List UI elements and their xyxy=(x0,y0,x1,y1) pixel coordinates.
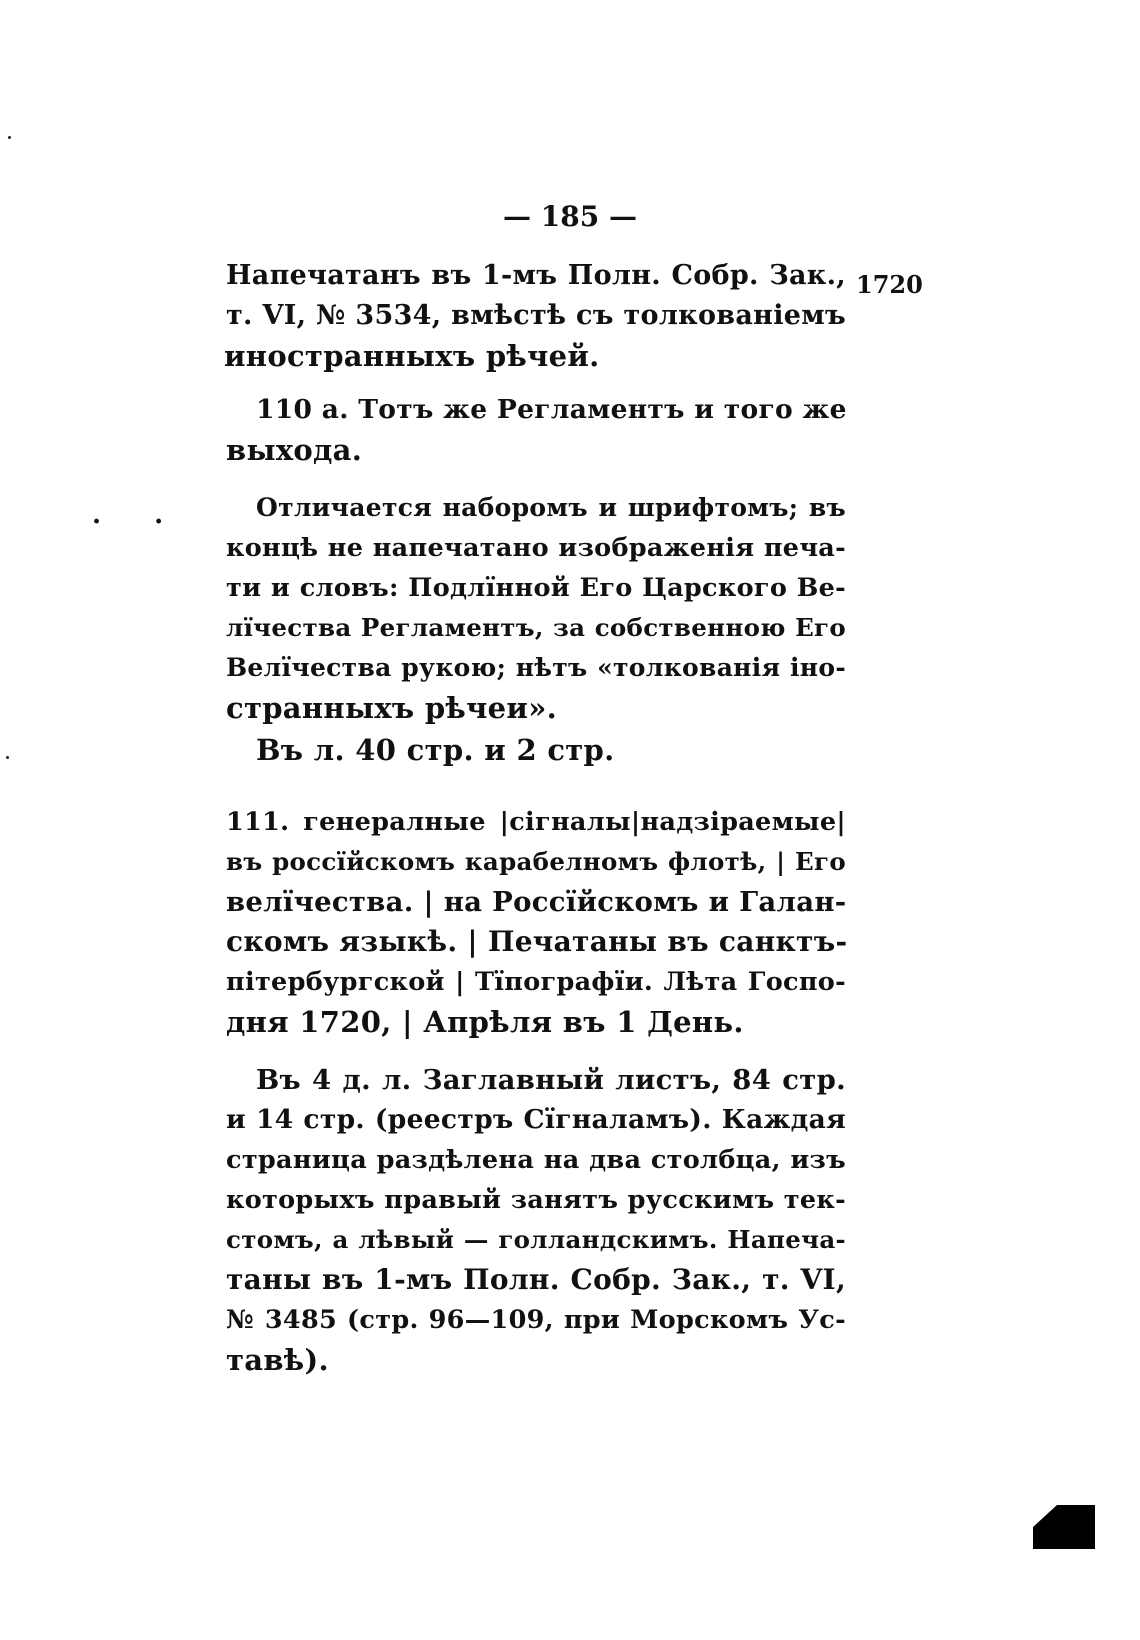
text-line: дня 1720, | Апрѣля въ 1 День. xyxy=(226,1005,744,1039)
entry-heading: 111. генералные |сігналы|надзіраемые| xyxy=(226,807,846,837)
paper-speck xyxy=(8,136,11,139)
text-line: ти и словъ: Подлїнной Его Царского Ве- xyxy=(226,573,846,603)
text-line: Велїчества рукою; нѣтъ «толкованія іно- xyxy=(226,653,846,682)
page-number: — 185 — xyxy=(503,200,637,233)
margin-year: 1720 xyxy=(856,270,923,299)
text-line: которыхъ правый занятъ русскимъ тек- xyxy=(226,1185,846,1215)
text-line: стомъ, а лѣвый — голландскимъ. Напеча- xyxy=(226,1225,846,1254)
text-line: странныхъ рѣчеи». xyxy=(226,691,558,725)
entry-heading: 110 а. Тотъ же Регламентъ и того же xyxy=(256,394,847,425)
text-line: тавѣ). xyxy=(226,1343,329,1377)
text-line: т. VI, № 3534, вмѣстѣ съ толкованіемъ xyxy=(226,300,846,331)
text-line: въ россїйскомъ карабелномъ флотѣ, | Его xyxy=(226,847,846,876)
text-line: Напечатанъ въ 1-мъ Полн. Собр. Зак., xyxy=(226,260,846,291)
text-line: концѣ не напечатано изображенія печа- xyxy=(226,533,846,563)
text-line: и 14 стр. (реестръ Сїгналамъ). Каждая xyxy=(226,1104,846,1135)
text-line: Въ л. 40 стр. и 2 стр. xyxy=(256,733,615,767)
text-line: скомъ языкѣ. | Печатаны въ санктъ- xyxy=(226,925,848,958)
text-line: пітербургской | Тїпографїи. Лѣта Госпо- xyxy=(226,967,846,997)
text-line: выхода. xyxy=(226,433,363,467)
text-line: № 3485 (стр. 96—109, при Морскомъ Ус- xyxy=(226,1305,846,1335)
text-line: лїчества Регламентъ, за собственною Его xyxy=(226,613,846,642)
text-line: Въ 4 д. л. Заглавный листъ, 84 стр. xyxy=(256,1064,846,1096)
text-line: иностранныхъ рѣчей. xyxy=(224,339,600,373)
paper-speck xyxy=(6,756,9,759)
text-line: таны въ 1-мъ Полн. Собр. Зак., т. VI, xyxy=(226,1263,846,1296)
text-line: Отличается наборомъ и шрифтомъ; въ xyxy=(256,493,846,522)
ink-blot-edge xyxy=(1033,1505,1057,1527)
margin-dots: . . xyxy=(92,500,186,530)
text-line: страница раздѣлена на два столбца, изъ xyxy=(226,1145,846,1175)
text-line: велїчества. | на Россїйскомъ и Галан- xyxy=(226,886,847,918)
